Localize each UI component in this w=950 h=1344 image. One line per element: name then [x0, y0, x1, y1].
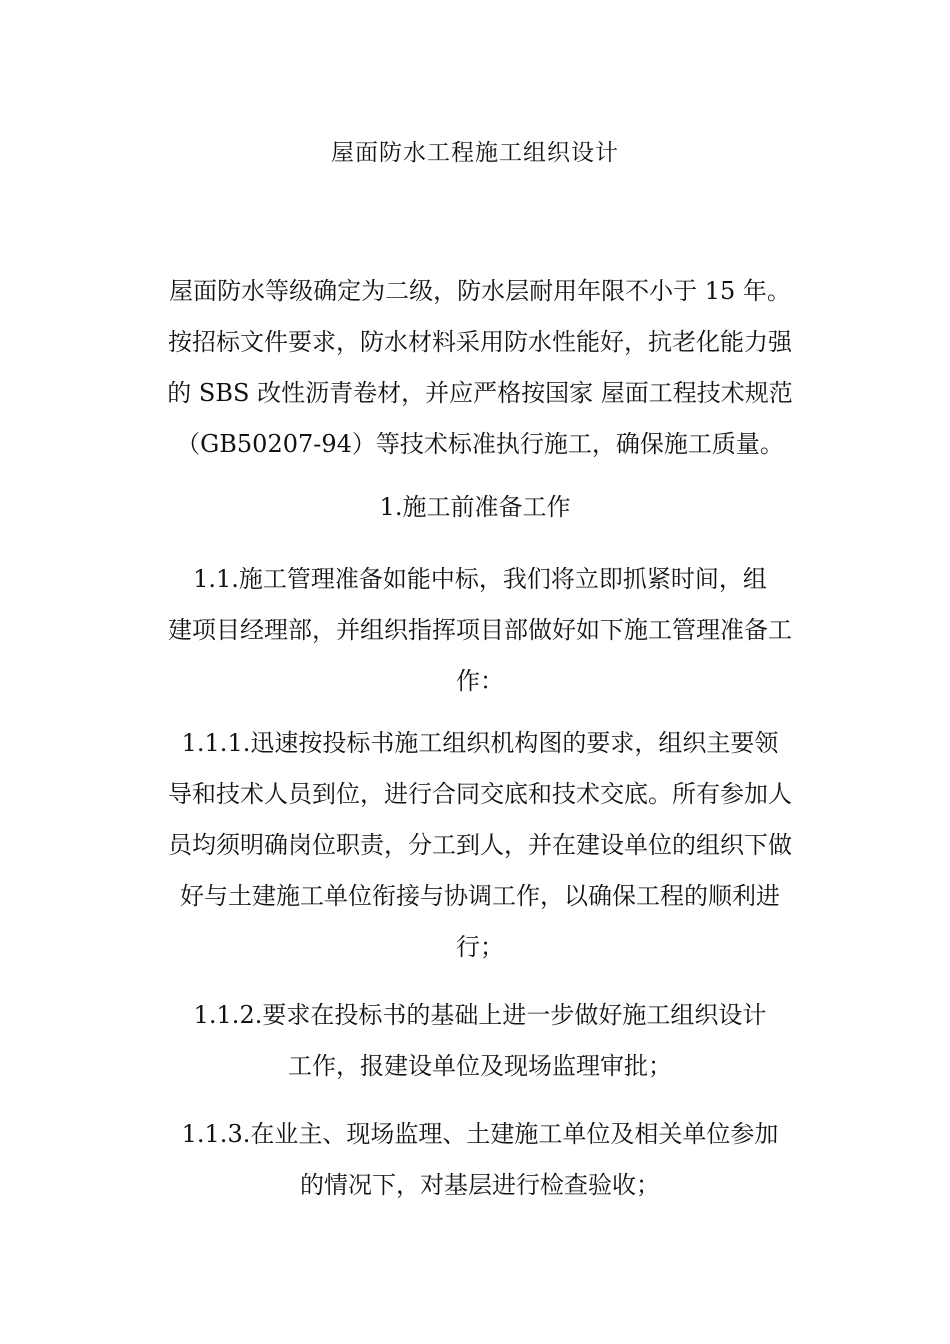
intro-line: （GB50207-94）等技术标准执行施工，确保施工质量。 — [176, 430, 784, 458]
paragraph-line: 1.1.1.迅速按投标书施工组织机构图的要求，组织主要领 — [181, 729, 779, 757]
paragraph-1-1-2 — [135, 990, 825, 1092]
paragraph-line: 工作，报建设单位及现场监理审批； — [288, 1052, 672, 1080]
paragraph-1-1-1 — [135, 718, 825, 973]
paragraph-line: 1.1.2.要求在投标书的基础上进一步做好施工组织设计 — [193, 1001, 767, 1029]
paragraph-line: 1.1.施工管理准备如能中标，我们将立即抓紧时间，组 — [193, 565, 767, 593]
paragraph-line: 的情况下，对基层进行检查验收； — [300, 1171, 660, 1199]
intro-line: 屋面防水等级确定为二级，防水层耐用年限不小于 15 年。 — [169, 277, 791, 305]
intro-line: 按招标文件要求，防水材料采用防水性能好，抗老化能力强 — [168, 328, 792, 356]
paragraph-line: 建项目经理部，并组织指挥项目部做好如下施工管理准备工 — [168, 616, 792, 644]
paragraph-line: 作： — [456, 667, 504, 695]
paragraph-line: 导和技术人员到位，进行合同交底和技术交底。所有参加人 — [168, 780, 792, 808]
paragraph-1-1-3 — [135, 1109, 825, 1211]
paragraph-line: 员均须明确岗位职责，分工到人，并在建设单位的组织下做 — [168, 831, 792, 859]
intro-paragraph — [135, 266, 825, 470]
document-title: 屋面防水工程施工组织设计 — [331, 140, 619, 166]
intro-line: 的 SBS 改性沥青卷材，并应严格按国家 屋面工程技术规范 — [167, 379, 793, 407]
paragraph-1-1 — [135, 554, 825, 707]
section-heading-1: 1.施工前准备工作 — [379, 493, 571, 521]
paragraph-line: 行； — [456, 933, 504, 961]
paragraph-line: 好与土建施工单位衔接与协调工作，以确保工程的顺利进 — [180, 882, 780, 910]
paragraph-line: 1.1.3.在业主、现场监理、土建施工单位及相关单位参加 — [181, 1120, 779, 1148]
